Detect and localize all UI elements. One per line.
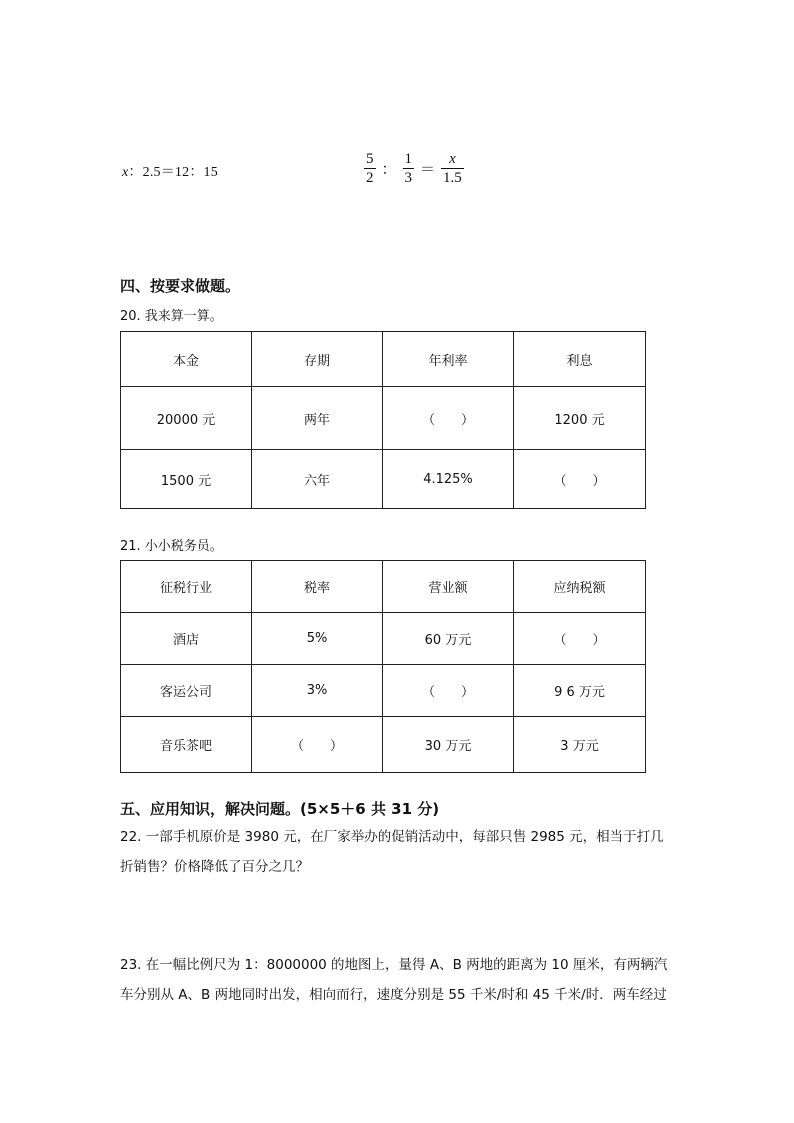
equals-symbol: ＝	[420, 162, 436, 178]
answer-blank[interactable]: （ ）	[383, 387, 514, 450]
fraction-a-numerator: 5	[366, 151, 374, 167]
interest-table	[120, 331, 646, 509]
table-cell: 30 万元	[383, 717, 514, 773]
fraction-c	[441, 150, 464, 187]
equation-ratio-1	[122, 161, 218, 181]
equation-ratio-2	[362, 150, 466, 187]
fraction-b-numerator: 1	[404, 151, 413, 167]
header-cell: 应纳税额	[514, 561, 646, 613]
table-cell: 酒店	[121, 613, 252, 665]
table-header-row	[121, 332, 646, 387]
equation-text: ：2.5＝12：15	[128, 165, 218, 180]
table-cell: 5%	[252, 613, 383, 665]
fraction-c-denominator: 1.5	[443, 170, 462, 186]
table-cell: 3 万元	[514, 717, 646, 773]
header-cell: 存期	[252, 332, 383, 387]
fraction-b	[403, 150, 415, 187]
tax-table	[120, 560, 646, 773]
fraction-a	[364, 150, 376, 187]
header-cell: 征税行业	[121, 561, 252, 613]
table-cell: 3%	[252, 665, 383, 717]
table-cell: 9 6 万元	[514, 665, 646, 717]
question-23-line-1: 23. 在一幅比例尺为 1：8000000 的地图上，量得 A、B 两地的距离为 10 厘米，有两辆汽	[120, 957, 668, 973]
question-22	[120, 822, 680, 882]
table-cell: 两年	[252, 387, 383, 450]
question-23-line-2: 车分别从 A、B 两地同时出发，相向而行，速度分别是 55 千米/时和 45 千米/时．两车经过	[120, 987, 667, 1003]
table-cell: 1200 元	[514, 387, 646, 450]
question-20-label: 20. 我来算一算。	[120, 309, 223, 324]
section5-heading: 五、应用知识，解决问题。(5×5＋6 共 31 分)	[120, 800, 440, 818]
table-cell: 20000 元	[121, 387, 252, 450]
answer-blank[interactable]: （ ）	[252, 717, 383, 773]
table-row	[121, 613, 646, 665]
section4-heading: 四、按要求做题。	[120, 277, 241, 295]
question-22-line-2: 折销售？价格降低了百分之几？	[120, 859, 309, 875]
table-cell: 4.125%	[383, 450, 514, 509]
fraction-a-denominator: 2	[366, 170, 374, 186]
header-cell: 本金	[121, 332, 252, 387]
question-21-label: 21. 小小税务员。	[120, 539, 223, 554]
header-cell: 税率	[252, 561, 383, 613]
table-cell: 音乐茶吧	[121, 717, 252, 773]
colon-symbol: ：	[381, 162, 397, 178]
table-cell: 60 万元	[383, 613, 514, 665]
table-cell: 客运公司	[121, 665, 252, 717]
table-row	[121, 717, 646, 773]
table-row	[121, 387, 646, 450]
table-cell: 六年	[252, 450, 383, 509]
table-header-row	[121, 561, 646, 613]
table-cell: 1500 元	[121, 450, 252, 509]
question-23	[120, 950, 680, 1010]
table-row	[121, 450, 646, 509]
table-row	[121, 665, 646, 717]
answer-blank[interactable]: （ ）	[514, 613, 646, 665]
answer-blank[interactable]: （ ）	[383, 665, 514, 717]
header-cell: 营业额	[383, 561, 514, 613]
answer-blank[interactable]: （ ）	[514, 450, 646, 509]
fraction-b-denominator: 3	[404, 170, 413, 186]
question-22-line-1: 22. 一部手机原价是 3980 元，在厂家举办的促销活动中，每部只售 2985 元，相当于打几	[120, 829, 664, 845]
equation-variable: x	[122, 165, 129, 180]
header-cell: 利息	[514, 332, 646, 387]
fraction-c-numerator: x	[449, 151, 456, 167]
header-cell: 年利率	[383, 332, 514, 387]
